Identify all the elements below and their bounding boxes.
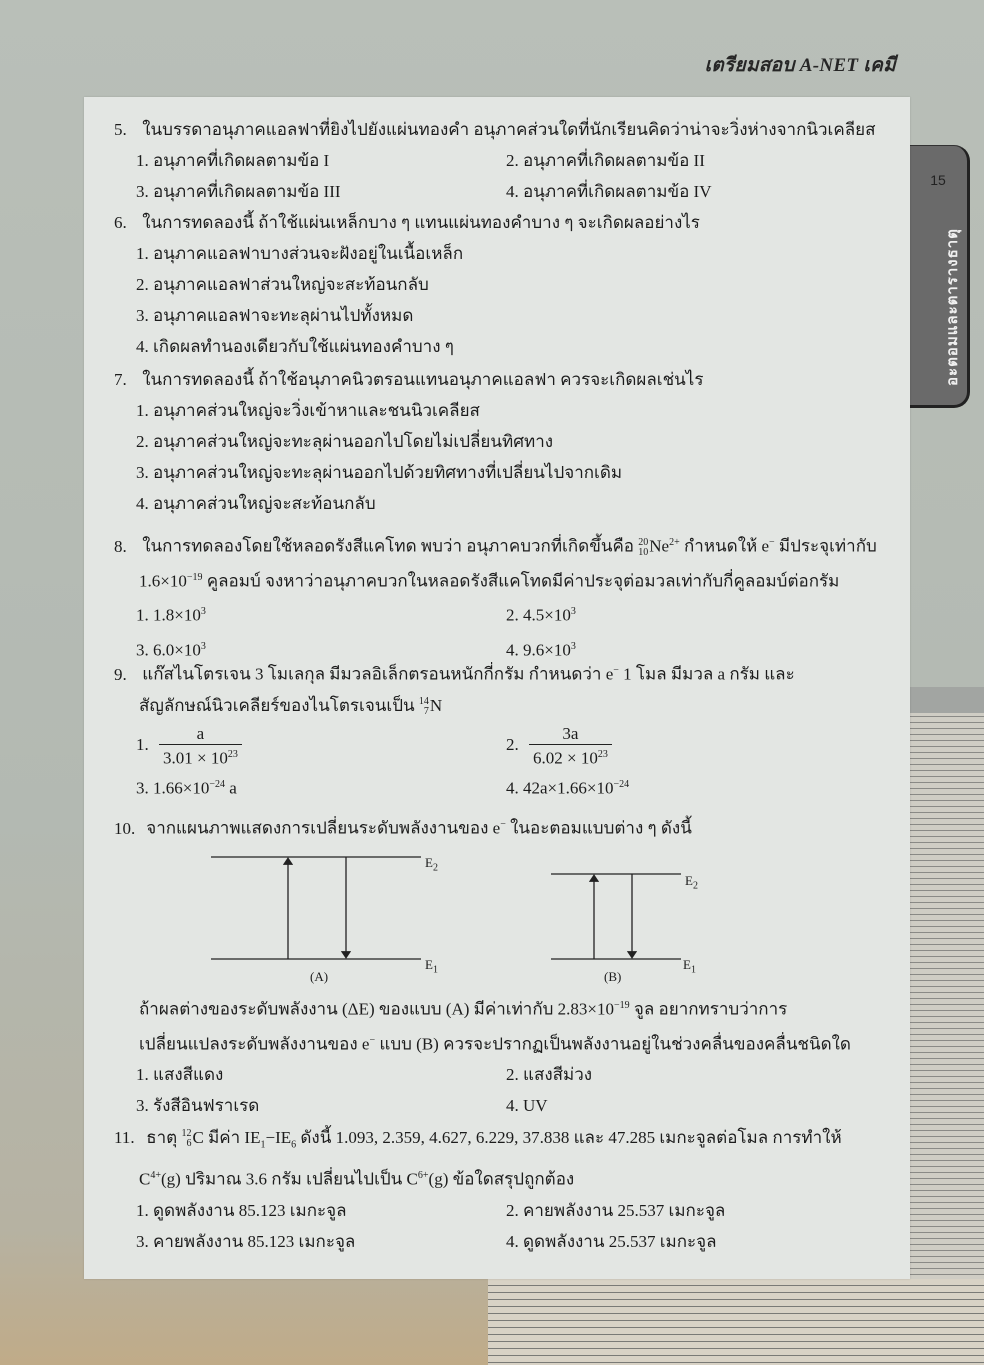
question-text: ในการทดลองนี้ ถ้าใช้แผ่นเหล็กบาง ๆ แทนแผ่นทองคำบาง ๆ จะเกิดผลอย่างไร bbox=[142, 213, 700, 232]
option: 1. ดูดพลังงาน 85.123 เมกะจูล bbox=[136, 1201, 347, 1221]
panel-label-a: (A) bbox=[310, 969, 329, 984]
option: 4. อนุภาคที่เกิดผลตามข้อ IV bbox=[506, 182, 712, 201]
option: 4. ดูดพลังงาน 25.537 เมกะจูล bbox=[506, 1232, 717, 1252]
question-text: ในการทดลองนี้ ถ้าใช้อนุภาคนิวตรอนแทนอนุภาคแอลฟา ควรจะเกิดผลเช่นไร bbox=[142, 370, 704, 389]
level-label-e2-a: $E_2$ bbox=[425, 855, 438, 874]
diagram-panel-a bbox=[211, 857, 421, 959]
option: 2. $\frac{3a}{6.02 \times 10^{23}}$ bbox=[506, 724, 876, 769]
decorative-stripes-right bbox=[906, 687, 984, 1365]
question-7 bbox=[114, 364, 894, 519]
question-number: 11. bbox=[114, 1128, 135, 1147]
isotope-notation: 20 10 bbox=[638, 536, 649, 558]
option: 2. อนุภาคที่เกิดผลตามข้อ II bbox=[506, 151, 705, 170]
fraction: $\frac{3a}{6.02 \times 10^{23}}$ bbox=[529, 724, 612, 769]
question-10: 10. จากแผนภาพแสดงการเปลี่ยนระดับพลังงานของ e− ในอะตอมแบบต่าง ๆ ดังนี้ bbox=[114, 809, 894, 844]
option: 3. รังสีอินฟราเรด bbox=[136, 1096, 260, 1116]
page-number: 15 bbox=[930, 172, 946, 188]
decorative-stripes-bottom bbox=[488, 1279, 984, 1365]
question-5 bbox=[114, 114, 894, 207]
option: 1. อนุภาคแอลฟาบางส่วนจะฝังอยู่ในเนื้อเหล็ก bbox=[136, 244, 464, 263]
diagram-panel-b bbox=[551, 874, 681, 959]
option: 3. อนุภาคแอลฟาจะทะลุผ่านไปทั้งหมด bbox=[136, 306, 414, 325]
level-label-e2-b: $E_2$ bbox=[685, 873, 698, 892]
option: 4. $9.6\times 10^3$ bbox=[506, 640, 576, 660]
isotope-notation: 12 6 bbox=[181, 1128, 192, 1150]
question-text: จากแผนภาพแสดงการเปลี่ยนระดับพลังงานของ e bbox=[146, 818, 501, 838]
option: 2. $4.5\times 10^3$ bbox=[506, 605, 576, 625]
option: 1. $\frac{a}{3.01 \times 10^{23}}$ bbox=[136, 724, 506, 769]
option: 4. เกิดผลทำนองเดียวกับใช้แผ่นทองคำบาง ๆ bbox=[136, 337, 454, 356]
fraction: $\frac{a}{3.01 \times 10^{23}}$ bbox=[159, 724, 242, 769]
option: 4. $42a\times 1.66\times 10^{-24}$ bbox=[506, 778, 630, 798]
option: 1. อนุภาคส่วนใหญ่จะวิ่งเข้าหาและชนนิวเคลียส bbox=[136, 401, 480, 420]
panel-label-b: (B) bbox=[604, 969, 622, 984]
option: 3. $1.66\times 10^{-24}$ a bbox=[136, 778, 237, 798]
option: 3. คายพลังงาน 85.123 เมกะจูล bbox=[136, 1232, 356, 1252]
option: 2. คายพลังงาน 25.537 เมกะจูล bbox=[506, 1201, 726, 1221]
option: 3. อนุภาคส่วนใหญ่จะทะลุผ่านออกไปด้วยทิศทางที่เปลี่ยนไปจากเดิม bbox=[136, 463, 623, 482]
option: 4. UV bbox=[506, 1096, 548, 1116]
page-content-panel bbox=[84, 97, 910, 1279]
option: 1. แสงสีแดง bbox=[136, 1065, 224, 1085]
option: 2. แสงสีม่วง bbox=[506, 1065, 593, 1085]
question-number: 10. bbox=[114, 818, 136, 838]
question-11: 11. ธาตุ 12 6 C มีค่า $IE_1-IE_6$ ดังนี้ 1.093, 2.359, 4.627, 6.229, 37.838 และ 47.285 เมกะจูลต่อโมล การทำให้ $C^{4+}(g)$ ปริมาณ 3.6 กรัม เปลี่ยนไปเป็น $C^{6+}(g)$ ข้อใดสรุปถูกต้อง 1. ดูดพลังงาน 85.123 เมกะจูล 2. คายพลังงาน 25.537 เมกะจูล 3. คายพลังงาน 85.123 เมกะจูล 4. ดูดพลังงาน 25.537 เมกะจูล bbox=[114, 1122, 894, 1257]
question-9: 9. แก๊สไนโตรเจน 3 โมเลกุล มีมวลอิเล็กตรอนหนักกี่กรัม กำหนดว่า e− 1 โมล มีมวล a กรัม และ สัญลักษณ์นิวเคลียร์ของไนโตรเจนเป็น 14 7 N 1. $\frac{a}{3.01 \times 10^{23}}$ 2. $\frac{3a}{6.02 \times 10^{23}}$ 3. $1.66\times 10^{-24}$ a 4. $42a\times 1.66\times 10^{-24}$ bbox=[114, 655, 894, 803]
level-label-e1-b: $E_1$ bbox=[683, 957, 696, 976]
option: 1. $1.8\times 10^3$ bbox=[136, 605, 206, 625]
running-header: เตรียมสอบ A-NET เคมี bbox=[704, 55, 896, 76]
question-number: 5. bbox=[114, 120, 127, 139]
question-number: 7. bbox=[114, 370, 127, 389]
level-label-e1-a: $E_1$ bbox=[425, 957, 438, 976]
energy-level-diagram bbox=[209, 847, 709, 987]
option: 2. อนุภาคส่วนใหญ่จะทะลุผ่านออกไปโดยไม่เปลี่ยนทิศทาง bbox=[136, 432, 554, 451]
question-6 bbox=[114, 207, 894, 362]
decorative-block bbox=[906, 687, 984, 713]
option: 4. อนุภาคส่วนใหญ่จะสะท้อนกลับ bbox=[136, 494, 376, 513]
option: 3. อนุภาคที่เกิดผลตามข้อ III bbox=[136, 182, 341, 201]
option: 1. อนุภาคที่เกิดผลตามข้อ I bbox=[136, 151, 330, 170]
question-text: ในการทดลองโดยใช้หลอดรังสีแคโทด พบว่า อนุภาคบวกที่เกิดขึ้นคือ bbox=[142, 536, 635, 556]
option: 3. $6.0\times 10^3$ bbox=[136, 640, 206, 660]
isotope-notation: 14 7 bbox=[418, 695, 429, 717]
question-number: 6. bbox=[114, 213, 127, 232]
chapter-tab bbox=[910, 145, 970, 408]
chapter-title: อะตอมและตารางธาตุ bbox=[943, 228, 961, 386]
question-text: ในบรรดาอนุภาคแอลฟาที่ยิงไปยังแผ่นทองคำ อนุภาคส่วนใดที่นักเรียนคิดว่าน่าจะวิ่งห่างจากนิวเคลียส bbox=[142, 120, 876, 139]
question-text: แก๊สไนโตรเจน 3 โมเลกุล มีมวลอิเล็กตรอนหนักกี่กรัม กำหนดว่า e bbox=[142, 664, 614, 684]
question-number: 9. bbox=[114, 664, 127, 684]
option: 2. อนุภาคแอลฟาส่วนใหญ่จะสะท้อนกลับ bbox=[136, 275, 429, 294]
question-number: 8. bbox=[114, 536, 127, 556]
question-8: 8. ในการทดลองโดยใช้หลอดรังสีแคโทด พบว่า อนุภาคบวกที่เกิดขึ้นคือ 20 10 $Ne^{2+}$ กำหนดให้ e− มีประจุเท่ากับ $1.6\times 10^{-19}$ คูลอมบ์ จงหาว่าอนุภาคบวกในหลอดรังสีแคโทดมีค่าประจุต่อมวลเท่ากับกี่คูลอมบ์ต่อกรัม 1. $1.8\times 10^3$ 2. $4.5\times 10^3$ 3. $6.0\times 10^3$ 4. $9.6\times 10^3$ bbox=[114, 527, 894, 666]
question-10-body: ถ้าผลต่างของระดับพลังงาน (ΔE) ของแบบ (A) มีค่าเท่ากับ $2.83\times 10^{-19}$ จูล อยากทราบว่าการ เปลี่ยนแปลงระดับพลังงานของ e− แบบ (B) ควรจะปรากฏเป็นพลังงานอยู่ในช่วงคลื่นของคลื่นชนิดใด 1. แสงสีแดง 2. แสงสีม่วง 3. รังสีอินฟราเรด 4. UV bbox=[139, 990, 899, 1121]
